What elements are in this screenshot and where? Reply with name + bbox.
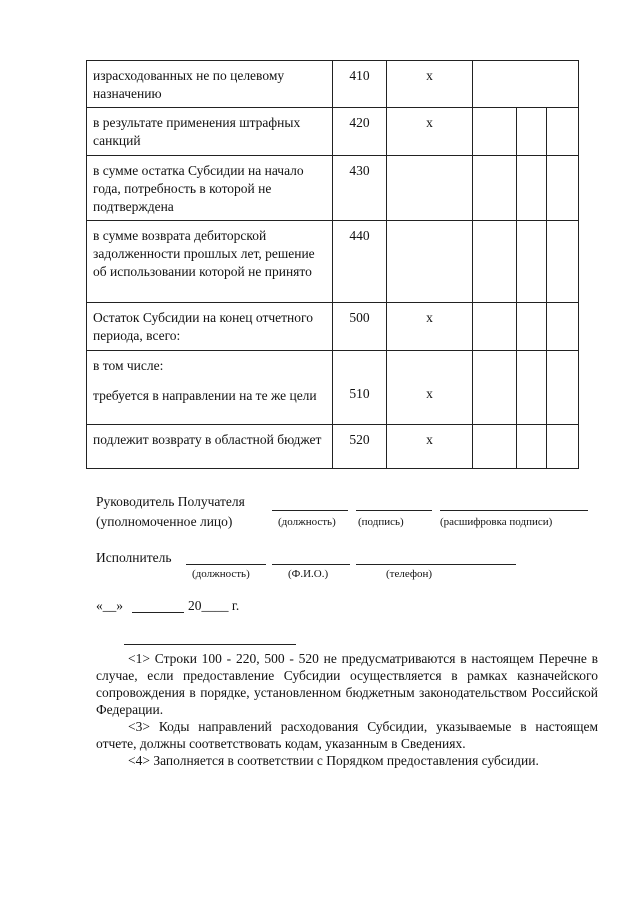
date-day: «__» xyxy=(96,598,123,613)
head-sign-line xyxy=(356,510,432,511)
row-430-cell-6 xyxy=(547,156,579,221)
row-440-cell-5 xyxy=(517,221,547,303)
row-510-prefix: в том числе: xyxy=(93,358,164,373)
row-440-x xyxy=(387,221,473,303)
date-year: 20____ г. xyxy=(188,598,240,613)
row-500-cell-4 xyxy=(473,303,517,351)
row-420-cell-5 xyxy=(517,108,547,156)
row-510-subname: требуется в направлении на те же цели xyxy=(93,388,317,403)
table-row-520 xyxy=(87,425,579,469)
row-440-name: в сумме возврата дебиторской задолженности прошлых лет, решение об использовании которой не принято xyxy=(87,221,333,303)
row-500-x: x xyxy=(387,303,473,351)
row-520-code: 520 xyxy=(333,425,387,469)
footnote-1: <1> Строки 100 - 220, 500 - 520 не предусматриваются в настоящем Перечне в случае, если предоставление Субсидии осуществляется в рамках казначейского сопровождения в порядке, установленном бюджетным законодательством Российской Федерации. xyxy=(96,651,598,717)
row-510-x: x xyxy=(387,351,473,425)
row-420-cell-6 xyxy=(547,108,579,156)
footnote-separator xyxy=(124,644,296,645)
caption-decode: (расшифровка подписи) xyxy=(440,516,553,528)
caption-phone: (телефон) xyxy=(386,568,433,580)
executor-fio-line xyxy=(272,564,350,565)
row-510-cell-6 xyxy=(547,351,579,425)
executor-phone-line xyxy=(356,564,516,565)
report-table xyxy=(86,60,579,469)
row-520-x: x xyxy=(387,425,473,469)
row-410-x: x xyxy=(387,61,473,108)
table-row-420 xyxy=(87,108,579,156)
row-520-cell-5 xyxy=(517,425,547,469)
row-520-cell-6 xyxy=(547,425,579,469)
row-510-cell-4 xyxy=(473,351,517,425)
row-430-name: в сумме остатка Субсидии на начало года, потребность в которой не подтверждена xyxy=(87,156,333,221)
row-500-code: 500 xyxy=(333,303,387,351)
table-row-410 xyxy=(87,61,579,108)
row-520-cell-4 xyxy=(473,425,517,469)
row-500-cell-6 xyxy=(547,303,579,351)
row-410-code: 410 xyxy=(333,61,387,108)
row-440-cell-6 xyxy=(547,221,579,303)
row-410-name: израсходованных не по целевому назначению xyxy=(87,61,333,108)
date-month-line xyxy=(132,612,184,613)
row-410-empty xyxy=(473,61,579,108)
row-510-name xyxy=(87,351,333,425)
row-440-code: 440 xyxy=(333,221,387,303)
executor-position-line xyxy=(186,564,266,565)
row-430-code: 430 xyxy=(333,156,387,221)
head-decode-line xyxy=(440,510,588,511)
head-position-line xyxy=(272,510,348,511)
row-430-cell-4 xyxy=(473,156,517,221)
table-row-430 xyxy=(87,156,579,221)
footnote-4: <4> Заполняется в соответствии с Порядком предоставления субсидии. xyxy=(128,753,539,768)
row-430-cell-5 xyxy=(517,156,547,221)
footnote-3: <3> Коды направлений расходования Субсидии, указываемые в настоящем отчете, должны соответствовать кодам, указанным в Сведениях. xyxy=(96,719,598,751)
row-440-cell-4 xyxy=(473,221,517,303)
row-500-name: Остаток Субсидии на конец отчетного периода, всего: xyxy=(87,303,333,351)
table-row-440 xyxy=(87,221,579,303)
head-sublabel: (уполномоченное лицо) xyxy=(96,514,233,529)
row-430-x xyxy=(387,156,473,221)
table-row-500 xyxy=(87,303,579,351)
row-500-cell-5 xyxy=(517,303,547,351)
head-label: Руководитель Получателя xyxy=(96,494,245,509)
caption-fio: (Ф.И.О.) xyxy=(288,568,329,580)
caption-sign: (подпись) xyxy=(358,516,404,528)
table-row-510 xyxy=(87,351,579,425)
row-510-cell-5 xyxy=(517,351,547,425)
executor-label: Исполнитель xyxy=(96,550,172,565)
caption-position: (должность) xyxy=(278,516,336,528)
row-420-cell-4 xyxy=(473,108,517,156)
caption-executor-position: (должность) xyxy=(192,568,250,580)
row-520-name: подлежит возврату в областной бюджет xyxy=(87,425,333,469)
row-510-code: 510 xyxy=(333,351,387,425)
row-420-x: x xyxy=(387,108,473,156)
row-420-name: в результате применения штрафных санкций xyxy=(87,108,333,156)
footnotes xyxy=(96,650,598,769)
row-420-code: 420 xyxy=(333,108,387,156)
